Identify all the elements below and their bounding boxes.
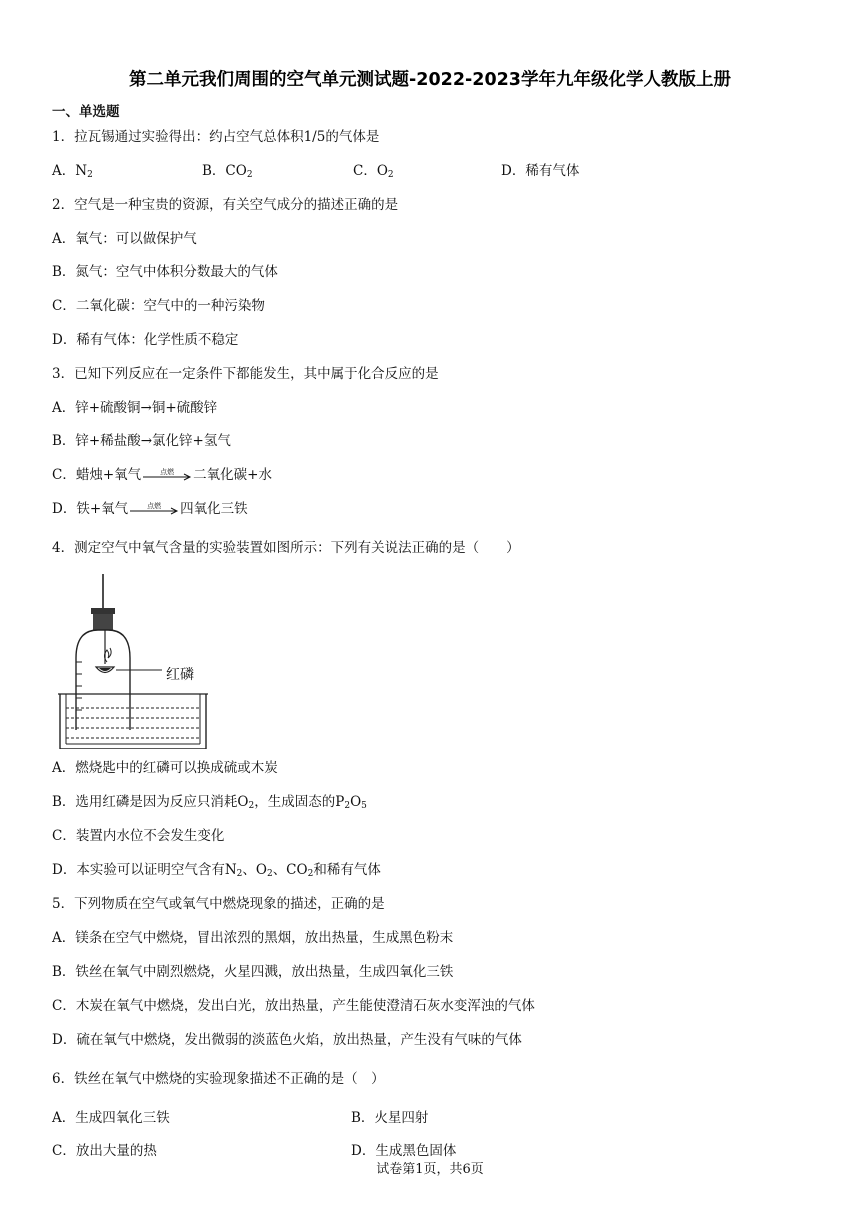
section-title: 一、单选题 — [52, 104, 120, 120]
option-b[interactable]: B．火星四射 — [351, 1110, 429, 1126]
question-2-option-d[interactable]: D．稀有气体：化学性质不稳定 — [52, 332, 239, 348]
condition-label: 点燃 — [147, 502, 162, 510]
question-2-stem: 2．空气是一种宝贵的资源，有关空气成分的描述正确的是 — [52, 197, 399, 213]
question-1-stem: 1．拉瓦锡通过实验得出：约占空气总体积1/5的气体是 — [52, 129, 380, 145]
question-3-option-c[interactable]: C．蜡烛+氧气 点燃 二氧化碳+水 — [52, 466, 272, 484]
question-6-stem: 6．铁丝在氧气中燃烧的实验现象描述不正确的是（ ） — [52, 1071, 385, 1087]
option-a[interactable]: A．$N_2$ — [52, 163, 93, 180]
question-2-option-a[interactable]: A．氧气：可以做保护气 — [52, 231, 197, 247]
figure-label-red-phosphorus: 红磷 — [166, 667, 194, 683]
question-5-option-a[interactable]: A．镁条在空气中燃烧，冒出浓烈的黑烟，放出热量，生成黑色粉末 — [52, 930, 454, 946]
option-a[interactable]: A．生成四氧化三铁 — [52, 1110, 170, 1126]
question-3-option-b[interactable]: B．锌+稀盐酸→氯化锌+氢气 — [52, 433, 231, 449]
page-title: 第二单元我们周围的空气单元测试题-2022-2023学年九年级化学人教版上册 — [129, 70, 731, 90]
question-5-option-b[interactable]: B．铁丝在氧气中剧烈燃烧，火星四溅，放出热量，生成四氧化三铁 — [52, 964, 454, 980]
condition-label: 点燃 — [160, 468, 175, 476]
reaction-arrow — [141, 466, 193, 484]
question-5-option-c[interactable]: C．木炭在氧气中燃烧，发出白光，放出热量，产生能使澄清石灰水变浑浊的气体 — [52, 998, 535, 1014]
question-4-option-c[interactable]: C．装置内水位不会发生变化 — [52, 828, 225, 844]
option-d[interactable]: D．生成黑色固体 — [351, 1143, 457, 1159]
option-d[interactable]: D．稀有气体 — [501, 163, 580, 179]
question-3-option-a[interactable]: A．锌+硫酸铜→铜+硫酸锌 — [52, 400, 218, 416]
option-c[interactable]: C．$O_2$ — [353, 163, 394, 180]
question-4-stem: 4．测定空气中氧气含量的实验装置如图所示：下列有关说法正确的是（ ） — [52, 540, 520, 556]
question-3-option-d[interactable]: D．铁+氧气 点燃 四氧化三铁 — [52, 500, 248, 518]
option-c[interactable]: C．放出大量的热 — [52, 1143, 157, 1159]
page-footer: 试卷第1页，共6页 — [376, 1162, 484, 1177]
question-4-option-b[interactable]: B．选用红磷是因为反应只消耗$O_2$，生成固态的$P_2O_5$ — [52, 794, 367, 811]
question-4-option-a[interactable]: A．燃烧匙中的红磷可以换成硫或木炭 — [52, 760, 278, 776]
option-b[interactable]: B．$CO_2$ — [202, 163, 253, 180]
question-2-option-b[interactable]: B．氮气：空气中体积分数最大的气体 — [52, 264, 278, 280]
question-2-option-c[interactable]: C．二氧化碳：空气中的一种污染物 — [52, 298, 265, 314]
reaction-arrow — [128, 500, 180, 518]
question-5-option-d[interactable]: D．硫在氧气中燃烧，发出微弱的淡蓝色火焰，放出热量，产生没有气味的气体 — [52, 1032, 522, 1048]
question-4-option-d[interactable]: D．本实验可以证明空气含有$N_2$、$O_2$、$CO_2$和稀有气体 — [52, 862, 381, 879]
question-5-stem: 5．下列物质在空气或氧气中燃烧现象的描述，正确的是 — [52, 896, 385, 912]
question-3-stem: 3．已知下列反应在一定条件下都能发生，其中属于化合反应的是 — [52, 366, 439, 382]
apparatus-diagram — [58, 574, 208, 749]
